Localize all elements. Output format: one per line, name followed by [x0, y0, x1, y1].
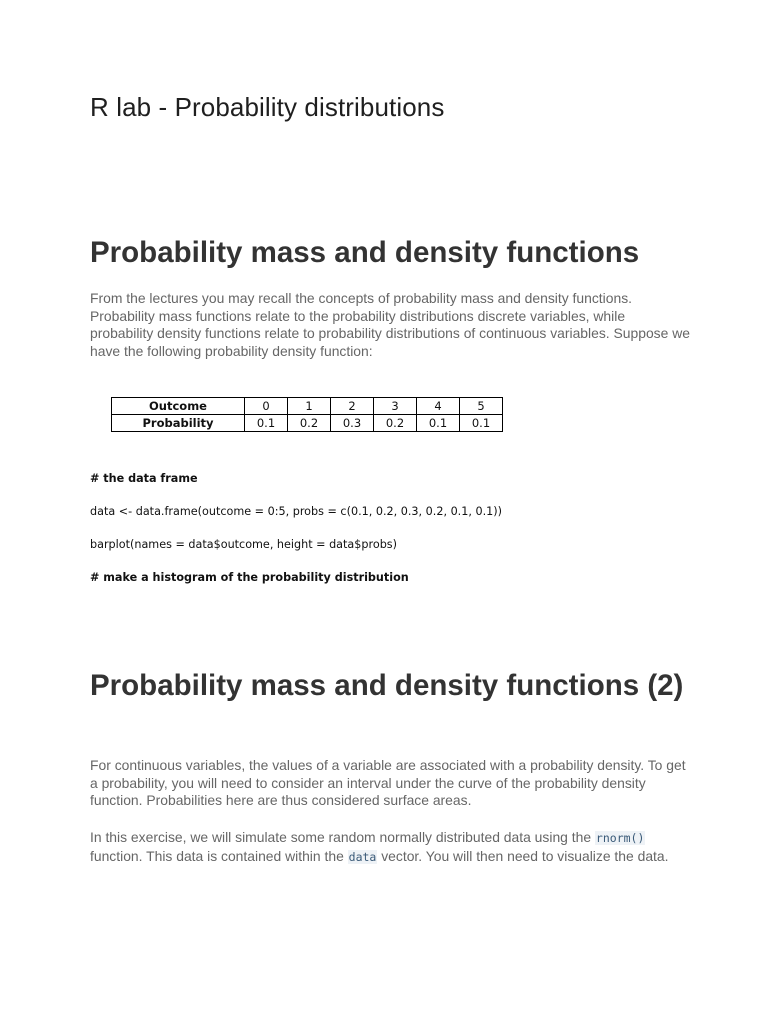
probability-cell: 0.2: [288, 415, 331, 432]
probability-cell: 0.1: [417, 415, 460, 432]
probability-cell: 0.1: [245, 415, 288, 432]
probability-row: [112, 415, 503, 432]
outcome-cell: 1: [288, 398, 331, 415]
section-heading-pmf-2: Probability mass and density functions (2): [90, 669, 684, 702]
code-comment-histogram: # make a histogram of the probability distribution: [90, 571, 409, 584]
outcome-cell: 3: [374, 398, 417, 415]
outcome-header-cell: Outcome: [112, 398, 245, 415]
probability-table: [111, 397, 503, 432]
probability-cell: 0.2: [374, 415, 417, 432]
exercise-text-part2: function. This data is contained within the: [90, 847, 348, 864]
rnorm-code: rnorm(): [595, 831, 645, 845]
code-line-barplot: barplot(names = data$outcome, height = data$probs): [90, 538, 397, 551]
exercise-paragraph: [90, 829, 690, 866]
outcome-row: [112, 398, 503, 415]
probability-header-cell: Probability: [112, 415, 245, 432]
section-heading-pmf: Probability mass and density functions: [90, 236, 640, 269]
exercise-text-part3: vector. You will then need to visualize the data.: [377, 847, 669, 864]
data-code: data: [348, 849, 377, 864]
outcome-cell: 2: [331, 398, 374, 415]
exercise-text-part1: In this exercise, we will simulate some random normally distributed data using the: [90, 829, 595, 845]
outcome-cell: 4: [417, 398, 460, 415]
outcome-cell: 0: [245, 398, 288, 415]
code-line-data-frame: data <- data.frame(outcome = 0:5, probs = c(0.1, 0.2, 0.3, 0.2, 0.1, 0.1)): [90, 505, 502, 518]
intro-paragraph: From the lectures you may recall the concepts of probability mass and density functions. Probability mass functions relate to the probability distributions discrete variables, while probability density functions relate to probability distributions of continuous variables. Suppose we have the following probability density function:: [90, 290, 690, 359]
outcome-cell: 5: [460, 398, 503, 415]
continuous-paragraph: For continuous variables, the values of a variable are associated with a probability density. To get a probability, you will need to consider an interval under the curve of the probability density function. Probabilities here are thus considered surface areas.: [90, 757, 686, 808]
document-title: R lab - Probability distributions: [90, 92, 445, 122]
probability-cell: 0.3: [331, 415, 374, 432]
code-comment-data-frame: # the data frame: [90, 472, 198, 485]
probability-cell: 0.1: [460, 415, 503, 432]
